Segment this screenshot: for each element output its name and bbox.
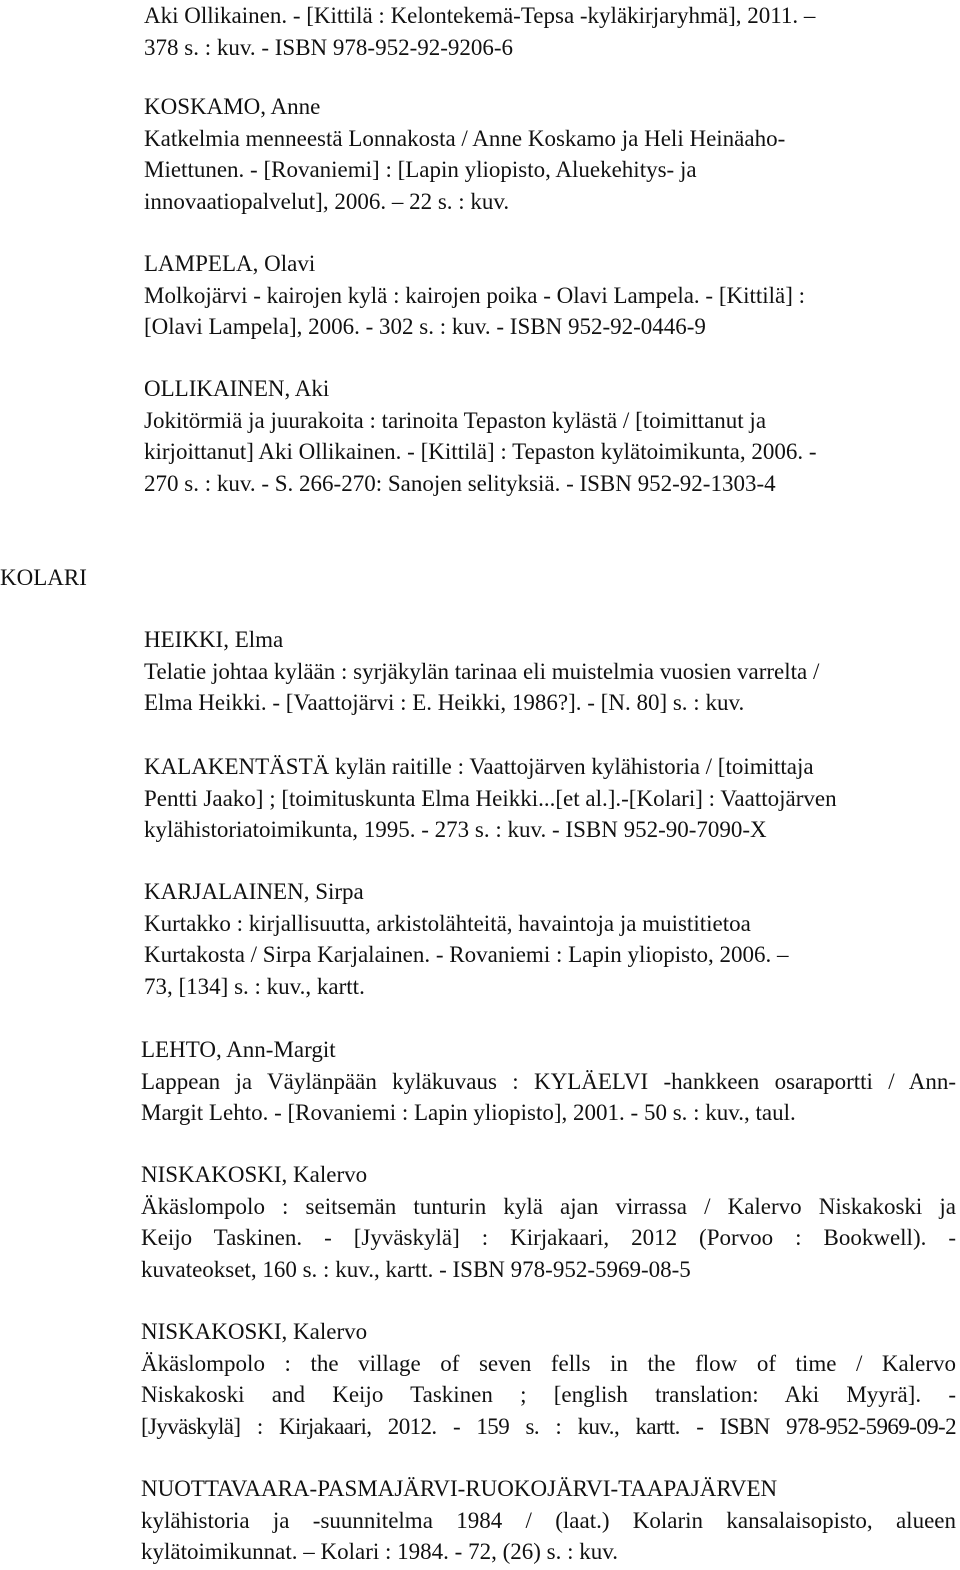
entry-line: 73, [134] s. : kuv., kartt.	[144, 973, 365, 999]
entry-line: kylähistoriatoimikunta, 1995. - 273 s. : kuv. - ISBN 952-90-7090-X	[144, 817, 767, 842]
entry-title: NUOTTAVAARA-PASMAJÄRVI-RUOKOJÄRVI-TAAPAJÄRVEN	[141, 1476, 778, 1501]
entry-line: kylähistoria ja -suunnitelma 1984 / (laat.) Kolarin kansalaisopisto, alueen	[141, 1507, 956, 1533]
entry-line: Pentti Jaako] ; [toimituskunta Elma Heikki...[et al.].-[Kolari] : Vaattojärven	[144, 785, 837, 811]
bibliography-entry-ollikainen-jokitormia	[144, 373, 944, 499]
entry-line: Lappean ja Väylänpään kyläkuvaus : KYLÄELVI -hankkeen osaraportti / Ann-	[141, 1068, 956, 1094]
entry-title: KALAKENTÄSTÄ kylän raitille : Vaattojärven kylähistoria / [toimittaja	[144, 754, 814, 779]
entry-line: Äkäslompolo : the village of seven fells in the flow of time / Kalervo	[141, 1350, 956, 1376]
entry-line: 378 s. : kuv. - ISBN 978-952-92-9206-6	[144, 34, 514, 60]
entry-author: NISKAKOSKI, Kalervo	[141, 1162, 368, 1187]
entry-line: Keijo Taskinen. - [Jyväskylä] : Kirjakaari, 2012 (Porvoo : Bookwell). -	[141, 1225, 956, 1250]
bibliography-entry-heikki	[144, 624, 944, 719]
entry-line: kuvateokset, 160 s. : kuv., kartt. - ISBN 978-952-5969-08-5	[141, 1256, 691, 1282]
entry-line: Telatie johtaa kylään : syrjäkylän tarinaa eli muistelmia vuosien varrelta /	[144, 658, 820, 684]
entry-author: NISKAKOSKI, Kalervo	[141, 1319, 368, 1344]
entry-line: Kurtakosta / Sirpa Karjalainen. - Rovaniemi : Lapin yliopisto, 2006. –	[144, 942, 789, 967]
entry-line: Miettunen. - [Rovaniemi] : [Lapin yliopisto, Aluekehitys- ja	[144, 157, 697, 182]
entry-line: Molkojärvi - kairojen kylä : kairojen poika - Olavi Lampela. - [Kittilä] :	[144, 282, 806, 308]
entry-author: KOSKAMO, Anne	[144, 94, 321, 119]
entry-line: [Olavi Lampela], 2006. - 302 s. : kuv. - ISBN 952-92-0446-9	[144, 314, 706, 339]
bibliography-entry-lehto	[141, 1034, 956, 1129]
entry-line: Kurtakko : kirjallisuutta, arkistolähteitä, havaintoja ja muistitietoa	[144, 910, 751, 936]
entry-line: Margit Lehto. - [Rovaniemi : Lapin yliopisto], 2001. - 50 s. : kuv., taul.	[141, 1100, 796, 1125]
entry-line: Äkäslompolo : seitsemän tunturin kylä ajan virrassa / Kalervo Niskakoski ja	[141, 1193, 956, 1219]
bibliography-entry-kalakentasta	[144, 751, 944, 846]
entry-author: KARJALAINEN, Sirpa	[144, 879, 364, 904]
entry-author: HEIKKI, Elma	[144, 627, 284, 652]
entry-line: kylätoimikunnat. – Kolari : 1984. - 72, (26) s. : kuv.	[141, 1539, 618, 1564]
bibliography-entry-karjalainen	[144, 876, 944, 1002]
bibliography-entry-koskamo	[144, 91, 944, 217]
entry-author: LEHTO, Ann-Margit	[141, 1037, 336, 1062]
entry-line: Niskakoski and Keijo Taskinen ; [english translation: Aki Myyrä]. -	[141, 1382, 956, 1407]
entry-line: Katkelmia menneestä Lonnakosta / Anne Koskamo ja Heli Heinäaho-	[144, 125, 786, 151]
bibliography-entry-niskakoski-fi	[141, 1159, 956, 1285]
entry-line: Jokitörmiä ja juurakoita : tarinoita Tepaston kylästä / [toimittanut ja	[144, 407, 767, 433]
entry-line: Aki Ollikainen. - [Kittilä : Kelontekemä-Tepsa -kyläkirjaryhmä], 2011. –	[144, 3, 816, 28]
section-heading-kolari: KOLARI	[0, 565, 87, 590]
bibliography-entry-niskakoski-en	[141, 1316, 956, 1442]
bibliography-entry-nuottavaara	[141, 1473, 956, 1568]
entry-author: OLLIKAINEN, Aki	[144, 376, 330, 401]
entry-line: 270 s. : kuv. - S. 266-270: Sanojen selityksiä. - ISBN 952-92-1303-4	[144, 470, 776, 496]
entry-author: LAMPELA, Olavi	[144, 251, 316, 276]
bibliography-entry-ollikainen-kelontekema	[144, 0, 944, 63]
entry-line: kirjoittanut] Aki Ollikainen. - [Kittilä] : Tepaston kylätoimikunta, 2006. -	[144, 439, 817, 464]
entry-line: innovaatiopalvelut], 2006. – 22 s. : kuv.	[144, 188, 510, 214]
entry-line: Elma Heikki. - [Vaattojärvi : E. Heikki, 1986?]. - [N. 80] s. : kuv.	[144, 690, 745, 715]
entry-line: [Jyväskylä] : Kirjakaari, 2012. - 159 s. : kuv., kartt. - ISBN 978-952-5969-09-2	[141, 1413, 956, 1439]
bibliography-entry-lampela	[144, 248, 944, 343]
